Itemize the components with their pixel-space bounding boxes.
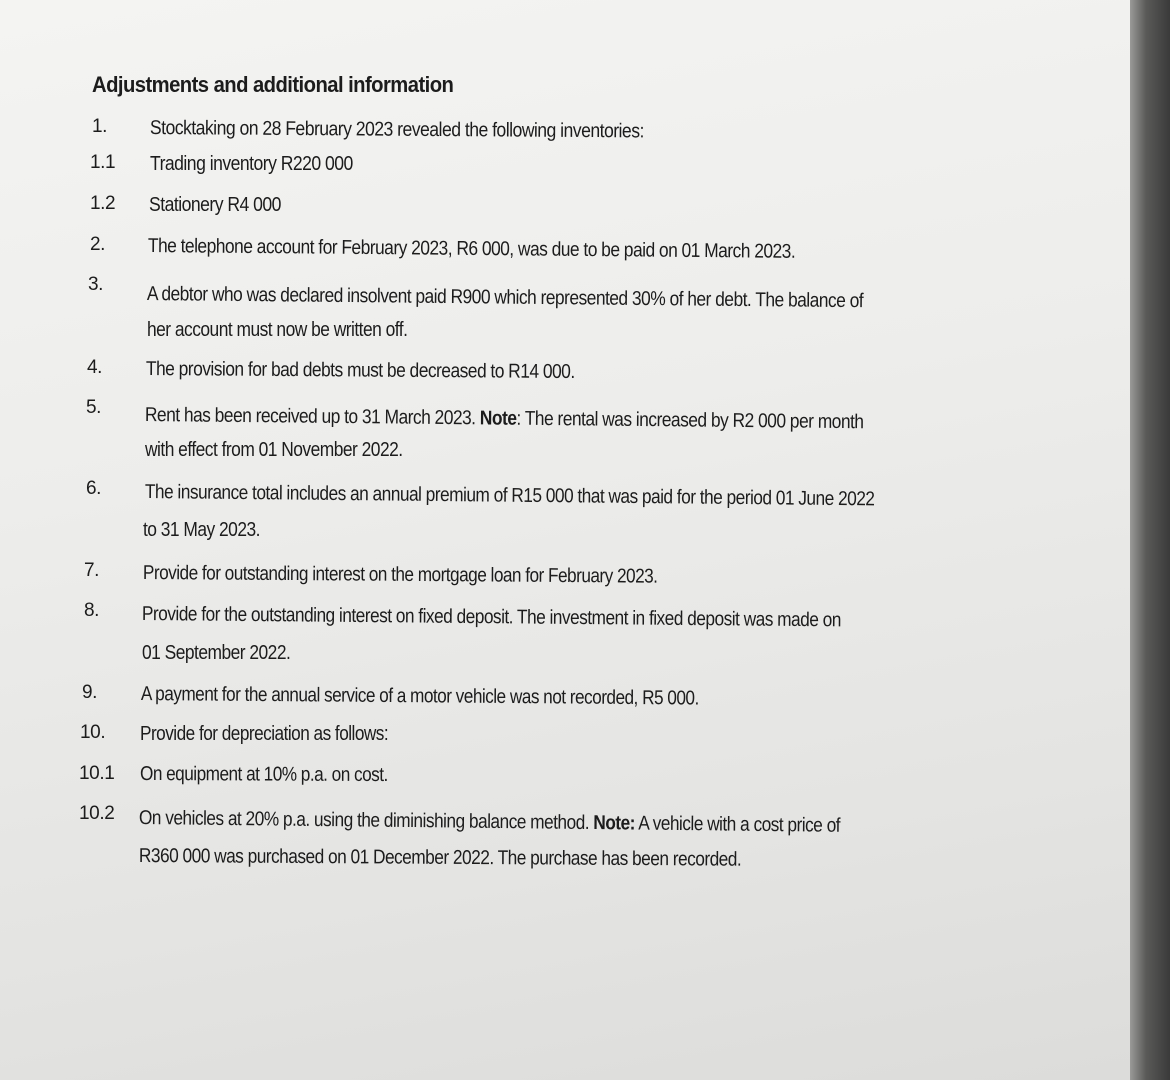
- item-number: 5.: [86, 397, 102, 418]
- item-number: 1.: [92, 116, 108, 137]
- item-number: 4.: [87, 357, 103, 378]
- item-number: 9.: [82, 682, 98, 703]
- item-number: 3.: [88, 274, 104, 295]
- item-number: 2.: [90, 234, 106, 255]
- section-heading: Adjustments and additional information: [92, 72, 454, 97]
- item-number: 1.2: [90, 193, 116, 214]
- note-label: Note: [479, 407, 517, 430]
- item-text-line1: Provide for the outstanding interest on fixed deposit. The investment in fixed deposit was made on: [141, 603, 841, 632]
- item-text: Provide for depreciation as follows:: [140, 723, 389, 745]
- page-edge-shadow: [1130, 0, 1170, 1080]
- item-text: The telephone account for February 2023, R6 000, was due to be paid on 01 March 2023.: [147, 235, 796, 263]
- item-text-part: On vehicles at 20% p.a. using the diminishing balance method.: [138, 807, 594, 835]
- item-text-line2: R360 000 was purchased on 01 December 2022. The purchase has been recorded.: [138, 845, 742, 871]
- item-text: Trading inventory R220 000: [150, 153, 353, 175]
- item-text-part: A vehicle with a cost price of: [634, 812, 841, 837]
- item-text: On equipment at 10% p.a. on cost.: [139, 763, 388, 787]
- item-text-line1: A debtor who was declared insolvent paid R900 which represented 30% of her debt. The balance of: [146, 283, 864, 313]
- item-text-line2: 01 September 2022.: [142, 642, 291, 664]
- item-text-line2: with effect from 01 November 2022.: [145, 439, 403, 461]
- item-number: 7.: [84, 560, 100, 581]
- item-text: Stationery R4 000: [149, 194, 281, 216]
- item-text-line1: [145, 405, 864, 432]
- item-text-part: Rent has been received up to 31 March 2023.: [144, 404, 480, 430]
- item-text-line2: to 31 May 2023.: [143, 519, 260, 541]
- item-text: Provide for outstanding interest on the mortgage loan for February 2023.: [142, 562, 658, 588]
- item-number: 10.: [80, 722, 106, 743]
- item-text-line2: her account must now be written off.: [147, 319, 408, 341]
- item-text-line1: The insurance total includes an annual premium of R15 000 that was paid for the period 01 June 2022: [144, 481, 875, 511]
- item-number: 10.2: [79, 803, 115, 824]
- item-number: 10.1: [79, 763, 115, 784]
- item-number: 8.: [84, 600, 100, 621]
- item-number: 1.1: [90, 152, 116, 173]
- item-number: 6.: [86, 478, 102, 499]
- item-text-part: : The rental was increased by R2 000 per month: [516, 407, 864, 434]
- item-text: A payment for the annual service of a motor vehicle was not recorded, R5 000.: [140, 683, 699, 710]
- item-text: Stocktaking on 28 February 2023 revealed the following inventories:: [149, 117, 644, 143]
- note-label: Note:: [593, 812, 636, 835]
- item-text: The provision for bad debts must be decreased to R14 000.: [145, 358, 575, 384]
- item-text-line1: [139, 808, 840, 836]
